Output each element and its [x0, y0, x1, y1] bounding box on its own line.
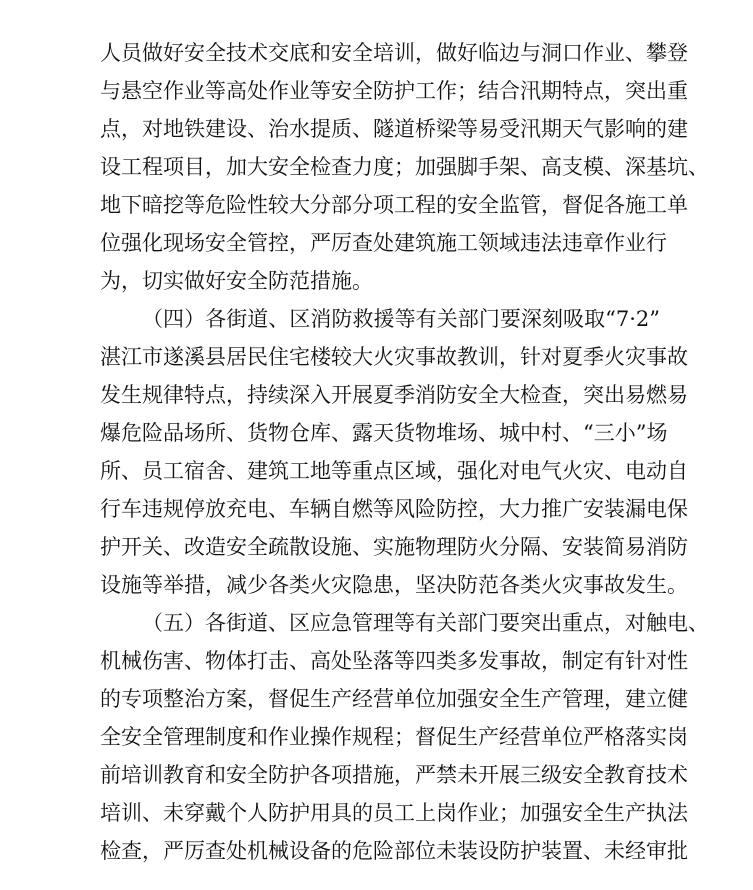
- text-line-21: 培训、未穿戴个人防护用具的员工上岗作业；加强安全生产执法: [100, 801, 688, 825]
- text-line-2: 与悬空作业等高处作业等安全防护工作；结合汛期特点，突出重: [100, 79, 688, 103]
- paragraph-4-first-line: （四）各街道、区消防救援等有关部门要深刻吸取“7·2”: [142, 307, 660, 331]
- text-line-15: 设施等举措，减少各类火灾隐患，坚决防范各类火灾事故发生。: [100, 573, 688, 597]
- text-line-6: 位强化现场安全管控，严厉查处建筑施工领域违法违章作业行: [100, 231, 667, 255]
- text-line-3: 点，对地铁建设、治水提质、隧道桥梁等易受汛期天气影响的建: [100, 117, 688, 141]
- text-line-10: 发生规律特点，持续深入开展夏季消防安全大检查，突出易燃易: [100, 383, 688, 407]
- text-line-12: 所、员工宿舍、建筑工地等重点区域，强化对电气火灾、电动自: [100, 459, 688, 483]
- text-line-1: 人员做好安全技术交底和安全培训，做好临边与洞口作业、攀登: [100, 41, 688, 65]
- text-line-22: 检查，严厉查处机械设备的危险部位未装设防护装置、未经审批: [100, 839, 688, 863]
- text-line-19: 全安全管理制度和作业操作规程；督促生产经营单位严格落实岗: [100, 725, 688, 749]
- text-line-7: 为，切实做好安全防范措施。: [100, 269, 373, 293]
- text-line-17: 机械伤害、物体打击、高处坠落等四类多发事故，制定有针对性: [100, 649, 688, 673]
- text-line-14: 护开关、改造安全疏散设施、实施物理防火分隔、安装简易消防: [100, 535, 688, 559]
- text-line-4: 设工程项目，加大安全检查力度；加强脚手架、高支模、深基坑、: [100, 155, 709, 179]
- text-line-20: 前培训教育和安全防护各项措施，严禁未开展三级安全教育技术: [100, 763, 688, 787]
- text-line-9: 湛江市遂溪县居民住宅楼较大火灾事故教训，针对夏季火灾事故: [100, 345, 688, 369]
- text-line-13: 行车违规停放充电、车辆自燃等风险防控，大力推广安装漏电保: [100, 497, 688, 521]
- text-line-11: 爆危险品场所、货物仓库、露天货物堆场、城中村、“三小”场: [100, 421, 668, 445]
- paragraph-5-first-line: （五）各街道、区应急管理等有关部门要突出重点，对触电、: [142, 611, 709, 635]
- text-line-18: 的专项整治方案，督促生产经营单位加强安全生产管理，建立健: [100, 687, 688, 711]
- text-line-5: 地下暗挖等危险性较大分部分项工程的安全监管，督促各施工单: [100, 193, 688, 217]
